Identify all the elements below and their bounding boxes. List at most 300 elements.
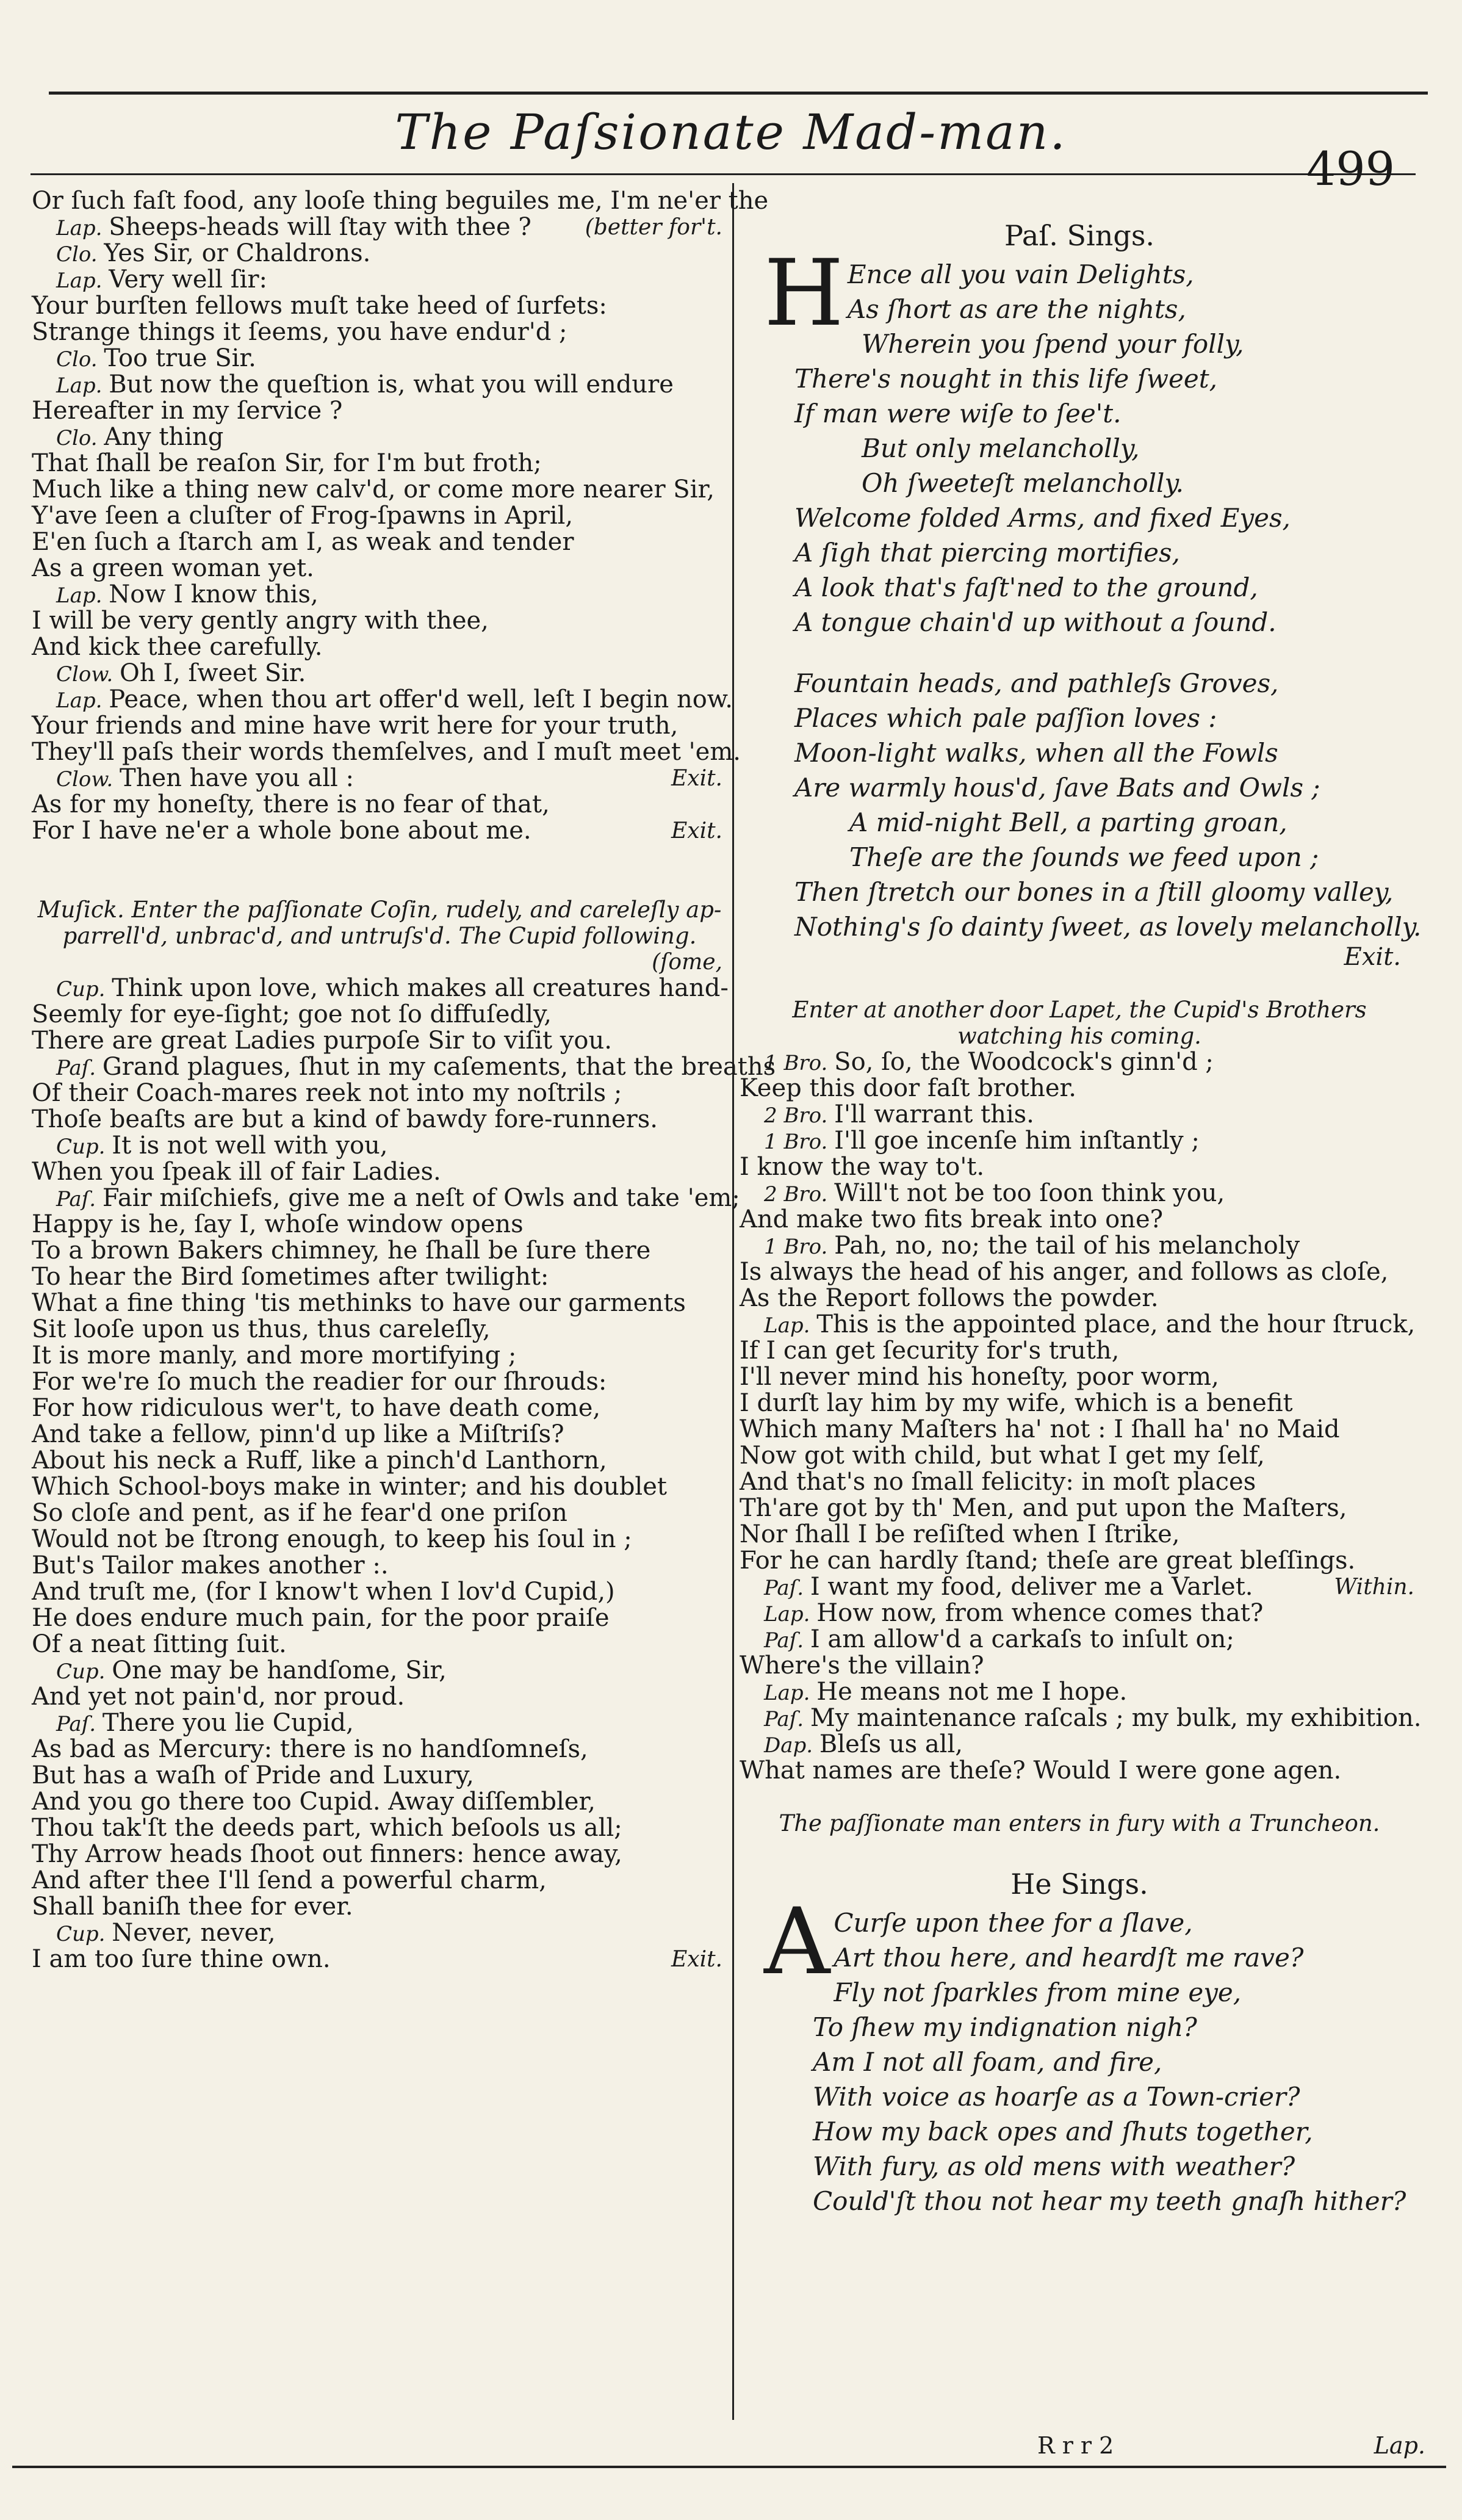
line-text: Sheeps-heads will ſtay with thee ? [109,213,531,241]
verse-text: There's nought in this life ſweet, [794,364,1217,394]
stage-direction-line: parrell'd, unbrac'd, and untruſs'd. The Cupid following. [62,923,697,949]
verse-text: Moon-light walks, when all the Fowls [794,738,1278,768]
catchword: Lap. [1374,2432,1425,2459]
text-line [740,1102,1419,1128]
line-text: Thou tak'ſt the deeds part, which beſools us all; [32,1814,622,1842]
verse-text: Oh ſweeteſt melancholly. [862,468,1184,498]
line-text: It is not well with you, [112,1132,388,1160]
speaker-name: Lap. [56,374,109,398]
line-text: Happy is he, ſay I, whoſe window opens [32,1210,524,1238]
line-text: Never, never, [112,1919,276,1947]
verse-line [740,431,1419,466]
speaker-name: Clow. [56,767,120,792]
speaker-name: Cup. [56,1659,112,1684]
drop-cap: H [764,240,844,347]
line-text: Of a neat ſitting ſuit. [32,1630,287,1658]
text-line [32,240,727,267]
speaker-name: Lap. [56,216,109,240]
top-rule [49,92,1428,95]
line-text: Peace, when thou art offer'd well, leſt I begin now. [109,685,733,713]
line-text: Your friends and mine have writ here for your truth, [32,712,679,740]
text-line [32,1184,740,1212]
left-column [32,187,776,1973]
verse-text: With voice as hoarſe as a Town-crier? [813,2082,1300,2112]
verse-line [740,701,1419,735]
verse-line [740,840,1419,875]
text-line [740,1128,1419,1154]
text-line [740,1522,1419,1548]
text-line [32,398,727,424]
right-note: Exit. [671,818,722,843]
line-text: I will be very gently angry with thee, [32,607,489,635]
verse-text: With fury, as old mens with weather? [813,2151,1295,2181]
speaker-name: Paſ. [56,1712,103,1736]
text-line [32,1211,727,1238]
line-text: One may be handſome, Sir, [112,1656,447,1684]
line-text: They'll paſs their words themſelves, and I muſt meet 'em. [32,738,741,766]
line-text: How now, from whence comes that? [816,1599,1264,1627]
text-line [32,1316,727,1343]
line-text: Hereafter in my ſervice ? [32,397,343,425]
text-line [32,685,733,713]
speaker-name: Clo. [56,242,104,267]
verse-text: A tongue chain'd up without a ſound. [794,607,1277,637]
speaker-name: 1 Bro. [764,1235,835,1259]
text-line [32,1631,727,1658]
right-note: (better for't. [585,215,722,240]
line-text: As the Report follows the powder. [740,1284,1159,1312]
right-column [740,188,1422,2219]
right-note: Exit. [671,766,722,791]
spacer [740,1836,1419,1863]
text-line [32,713,727,739]
line-text: For I have ne'er a whole bone about me. [32,817,531,845]
text-line [32,1133,727,1159]
text-line [32,1789,727,1815]
drop-cap: A [764,1889,830,1995]
text-line [740,1154,1419,1180]
line-text: To a brown Bakers chimney, he ſhall be ſure there [32,1237,651,1265]
text-line [32,1264,727,1290]
line-text: For he can hardly ſtand; theſe are great bleſſings. [740,1547,1356,1575]
verse-line [740,466,1419,500]
line-text: Thoſe beaſts are but a kind of bawdy fore-runners. [32,1105,658,1133]
verse-line [740,770,1419,805]
text-line [32,477,727,503]
line-text: Will't not be too ſoon think you, [834,1179,1225,1207]
verse-text: Ence all you vain Delights, [847,259,1194,289]
stage-direction-line: Muſick. Enter the paſſionate Coſin, rudely, and careleſly ap- [37,897,722,923]
verse-text: Art thou here, and heardſt me rave? [834,1943,1304,1973]
verse-line [740,570,1419,605]
song-heading: He Sings. [1010,1868,1148,1901]
speaker-name: Paſ. [56,1056,103,1080]
stage-direction [32,897,727,949]
verse-line [740,2149,1419,2184]
speaker-name: 2 Bro. [764,1182,835,1207]
line-text: Grand plagues, ſhut in my caſements, that the breaths [102,1053,776,1081]
verse-text: Fly not ſparkles from mine eye, [834,1977,1242,2007]
text-line [740,1679,1419,1705]
verse-text: Theſe are the ſounds we feed upon ; [849,842,1319,872]
text-line [32,1448,727,1474]
line-text: Keep this door faſt brother. [740,1074,1076,1102]
line-text: And after thee I'll ſend a powerful charm, [32,1866,547,1894]
speaker-name: Lap. [764,1681,817,1705]
text-line [32,1474,727,1500]
line-text: Any thing [104,423,224,451]
text-line [740,1626,1419,1653]
speaker-name: Cup. [56,977,112,1002]
verse-text: Then ſtretch our bones in a ſtill gloomy valley, [794,877,1394,907]
line-text: I know the way to't. [740,1153,985,1181]
text-line [32,1395,727,1421]
line-text: I'll goe incenſe him inſtantly ; [834,1127,1200,1155]
stage-direction-line: watching his coming. [957,1023,1201,1049]
text-line [32,1841,727,1868]
text-line [32,1343,727,1369]
text-line [32,267,727,293]
line-text: Would not be ſtrong enough, to keep his ſoul in ; [32,1525,632,1553]
spacer [32,844,727,897]
spacer [740,188,1419,214]
text-line [32,1159,727,1185]
speaker-name: Paſ. [764,1576,810,1600]
line-text: I am allow'd a carkaſs to inſult on; [810,1625,1234,1653]
text-line [32,345,727,372]
line-text: Nor ſhall I be reſiſted when I ſtrike, [740,1520,1180,1548]
text-line [32,1526,727,1553]
line-text: To hear the Bird ſometimes after twilight: [32,1263,549,1291]
text-line [32,1605,727,1631]
line-text: Is always the head of his anger, and follows as cloſe, [740,1258,1389,1286]
stage-direction-line: Enter at another door Lapet, the Cupid's Brothers [792,997,1367,1023]
speaker-name: Clo. [56,347,104,372]
right-note: Within. [1334,1575,1414,1600]
text-line [32,1553,727,1579]
line-text: As bad as Mercury: there is no handſomneſs, [32,1735,588,1763]
text-line [32,214,727,240]
verse-line [740,2114,1419,2149]
text-line [32,1500,727,1526]
verse-line [740,640,1419,666]
text-line [32,1238,727,1264]
text-line [740,1338,1419,1364]
verse-line [740,2045,1419,2079]
text-line [740,1075,1419,1102]
line-text: Which many Maſters ha' not : I ſhall ha' no Maid [740,1415,1340,1443]
verse-line [740,1975,1419,2010]
verse-text: To ſhew my indignation nigh? [813,2012,1197,2042]
spacer [740,970,1419,997]
verse-text: Places which pale paſſion loves : [794,703,1217,733]
line-text: Now I know this, [109,580,319,608]
line-text: And kick thee carefully. [32,633,323,661]
speaker-name: Dap. [764,1733,819,1758]
line-text: When you ſpeak ill of fair Ladies. [32,1158,441,1186]
speaker-name: 1 Bro. [764,1051,835,1075]
text-line [740,1207,1419,1233]
line-text: And make two fits break into one? [740,1205,1164,1233]
text-line [740,1574,1419,1600]
line-text: And take a fellow, pinn'd up like a Miſtriſs? [32,1420,564,1448]
running-title: The Paſsionate Mad-man. [395,104,1067,161]
text-line [32,660,727,687]
text-line [32,634,727,660]
text-line [32,187,769,215]
text-line [32,1763,727,1789]
verse-text: But only melancholly, [862,433,1140,463]
verse-line [740,292,1419,327]
text-line [740,1364,1419,1390]
verse-line [740,2079,1419,2114]
text-line [32,450,727,477]
line-text: Pah, no, no; the tail of his melancholy [834,1232,1300,1260]
verse-text: Are warmly hous'd, ſave Bats and Owls ; [794,773,1320,803]
line-text: Th'are got by th' Men, and put upon the Maſters, [740,1494,1347,1522]
line-text: But has a waſh of Pride and Luxury, [32,1761,474,1789]
text-line [740,1259,1419,1285]
verse-text: A ſigh that piercing mortifies, [794,538,1180,568]
verse-text: Fountain heads, and pathleſs Groves, [794,668,1279,698]
verse-text: If man were wiſe to ſee't. [794,399,1122,428]
verse-text: Curſe upon thee for a ſlave, [834,1908,1193,1938]
line-text: Too true Sir. [104,344,256,372]
line-text: As for my honeſty, there is no fear of that, [32,790,550,818]
verse-text: Am I not all foam, and fire, [813,2047,1162,2077]
text-line [32,949,727,975]
text-line [740,1731,1419,1758]
line-text: I want my food, deliver me a Varlet. [810,1573,1253,1601]
line-text: Shall baniſh thee for ever. [32,1893,353,1921]
line-text: I'll warrant this. [834,1100,1034,1128]
line-text: Your burſten fellows muſt take heed of ſurfets: [32,292,607,320]
text-line [32,975,727,1002]
line-text: And truſt me, (for I know't when I lov'd Cupid,) [32,1578,615,1606]
line-text: I am too ſure thine own. [32,1945,331,1973]
line-text: Which School-boys make in winter; and his doublet [32,1473,667,1501]
column-divider [732,183,734,2420]
line-text: For we're ſo much the readier for our ſhrouds: [32,1368,607,1396]
text-line [32,503,727,529]
text-line [32,1053,776,1081]
stage-direction-line: The paſſionate man enters in fury with a Truncheon. [779,1810,1380,1836]
text-line [32,818,727,844]
text-line [740,1443,1419,1469]
line-text: Sit looſe upon us thus, thus careleſly, [32,1315,491,1343]
line-text: He does endure much pain, for the poor praiſe [32,1604,610,1632]
line-text: Think upon love, which makes all creatures hand- [112,974,729,1002]
text-line [32,1868,727,1894]
text-line [32,1946,727,1973]
line-text: That ſhall be reaſon Sir, for I'm but froth; [32,449,542,477]
bottom-rule [12,2466,1446,2468]
text-line [740,1469,1419,1495]
text-line [740,1390,1419,1417]
verse-text: A mid-night Bell, a parting groan, [849,807,1287,837]
text-line [740,1600,1419,1626]
text-line [740,1758,1419,1784]
text-line [32,1894,727,1920]
text-line [32,1736,727,1763]
line-text: Seemly for eye-ſight; goe not ſo diffuſedly, [32,1000,552,1028]
line-text: I'll never mind his honeſty, poor worm, [740,1363,1219,1391]
line-text: Where's the villain? [740,1652,984,1680]
line-text: He means not me I hope. [816,1678,1128,1706]
text-line [740,1495,1419,1522]
line-text: About his neck a Ruff, like a pinch'd Lanthorn, [32,1446,607,1475]
line-text: Yes Sir, or Chaldrons. [104,239,371,267]
line-text: As a green woman yet. [32,554,314,582]
text-line [740,1285,1419,1312]
line-text: So cloſe and pent, as if he fear'd one priſon [32,1499,567,1527]
text-line [32,738,741,766]
text-line [32,1815,727,1841]
speaker-name: Paſ. [764,1628,810,1653]
text-line [32,1421,727,1448]
text-line [32,1920,727,1946]
line-text: It is more manly, and more mortifying ; [32,1341,517,1370]
signature-mark: R r r 2 [1037,2432,1114,2459]
right-note: Exit. [671,1947,722,1972]
speaker-name: Lap. [764,1313,817,1338]
text-line [740,1233,1419,1259]
stage-direction [740,997,1419,1049]
spacer [740,1784,1419,1810]
speaker-name: 2 Bro. [764,1103,835,1128]
verse-line [740,2010,1419,2045]
line-text: So, ſo, the Woodcock's ginn'd ; [834,1048,1214,1076]
line-text: Fair miſchiefs, give me a neſt of Owls and take 'em; [102,1184,740,1212]
verse-text: Welcome folded Arms, and fixed Eyes, [794,503,1291,533]
verse-line [740,535,1419,570]
verse-line [740,735,1419,770]
line-text: Then have you all : [120,764,355,792]
verse-line [740,2184,1419,2219]
line-text: There you lie Cupid, [102,1709,354,1737]
verse-line [740,805,1419,840]
verse-line [740,327,1419,361]
speaker-name: 1 Bro. [764,1130,835,1154]
speaker-name: Clo. [56,426,104,450]
verse-line [740,605,1419,640]
speaker-name: Lap. [56,583,109,608]
line-text: Strange things it ſeems, you have endur'd ; [32,318,567,346]
line-text: But now the queſtion is, what you will endure [109,370,674,399]
verse-line [740,909,1422,944]
line-text: My maintenance raſcals ; my bulk, my exhibition. [810,1704,1422,1732]
text-line [32,1658,727,1684]
verse-line [740,500,1419,535]
text-line [32,372,727,398]
verse-line [740,875,1419,909]
verse-text: How my back opes and ſhuts together, [813,2117,1313,2146]
text-line [32,1369,727,1395]
line-text: Very well ſir: [109,265,267,294]
line-text: Bleſs us all, [819,1730,963,1758]
exit-label: Exit. [1344,943,1401,971]
text-line [32,765,727,792]
line-text: Y'ave ſeen a cluſter of Frog-ſpawns in April, [32,502,574,530]
line-text: Or ſuch faſt food, any looſe thing beguiles me, I'm ne'er the [32,187,769,215]
speaker-name: Cup. [56,1922,112,1946]
text-line [740,1180,1419,1207]
text-line [740,1653,1419,1679]
text-line [32,529,727,555]
line-text: Thy Arrow heads ſhoot out finners: hence away, [32,1840,622,1868]
speaker-name: Lap. [764,1602,817,1626]
line-text: Now got with child, but what I get my ſelf, [740,1442,1265,1470]
song-verse [740,240,1422,944]
text-line [740,1312,1419,1338]
text-line [740,1049,1419,1075]
song-heading: Paſ. Sings. [1004,219,1155,252]
text-line [32,582,727,608]
verse-line [740,1940,1419,1975]
text-line [32,555,727,582]
verse-line [740,396,1419,431]
text-line [32,1002,727,1028]
speaker-name: Cup. [56,1135,112,1159]
line-text: This is the appointed place, and the hour ſtruck, [816,1310,1416,1338]
line-text: What a fine thing 'tis methinks to have our garments [32,1289,686,1317]
text-line [32,1290,727,1316]
text-line [32,608,727,634]
stage-direction [740,1810,1419,1836]
page-number: 499 [1306,142,1395,196]
speaker-name: Clow. [56,662,120,687]
verse-text: Wherein you ſpend your folly, [862,329,1244,359]
line-text: Much like a thing new calv'd, or come more nearer Sir, [32,475,715,504]
speaker-name: Lap. [56,269,109,293]
text-line [740,1548,1419,1574]
line-text: And that's no ſmall felicity: in moſt places [740,1468,1256,1496]
text-line [32,424,727,450]
song-verse [740,1889,1419,2219]
line-text: But's Tailor makes another :. [32,1551,389,1580]
text-line [32,1684,727,1710]
speaker-name: Paſ. [764,1707,810,1731]
verse-text: Nothing's ſo dainty ſweet, as lovely melancholly. [794,912,1422,942]
header-rule [31,173,1416,175]
text-line [32,293,727,319]
text-line [740,1704,1422,1732]
text-line [32,792,727,818]
text-line [32,1028,727,1054]
verse-line [740,666,1419,701]
line-text: I durſt lay him by my wife, which is a benefit [740,1389,1293,1417]
line-text: And you go there too Cupid. Away diſſembler, [32,1788,596,1816]
line-text: What names are theſe? Would I were gone agen. [740,1756,1342,1785]
line-text: If I can get ſecurity for's truth, [740,1337,1120,1365]
verse-text: As ſhort as are the nights, [847,294,1186,324]
text-line [32,1080,727,1107]
speaker-name: Lap. [56,688,109,713]
line-text: There are great Ladies purpoſe Sir to viſit you. [32,1027,612,1055]
line-text: Of their Coach-mares reek not into my noſtrils ; [32,1079,622,1107]
verse-text: Could'ſt thou not hear my teeth gnaſh hither? [813,2186,1406,2216]
text-line [32,1579,727,1605]
verse-line [740,361,1419,396]
line-text: For how ridiculous wer't, to have death come, [32,1394,601,1422]
text-line [740,1417,1419,1443]
line-text: And yet not pain'd, nor proud. [32,1683,405,1711]
text-line [32,1107,727,1133]
line-text: E'en ſuch a ſtarch am I, as weak and tender [32,528,574,556]
text-line [32,1710,727,1736]
line-text: Oh I, ſweet Sir. [120,659,306,687]
verse-text: A look that's faſt'ned to the ground, [794,572,1258,602]
